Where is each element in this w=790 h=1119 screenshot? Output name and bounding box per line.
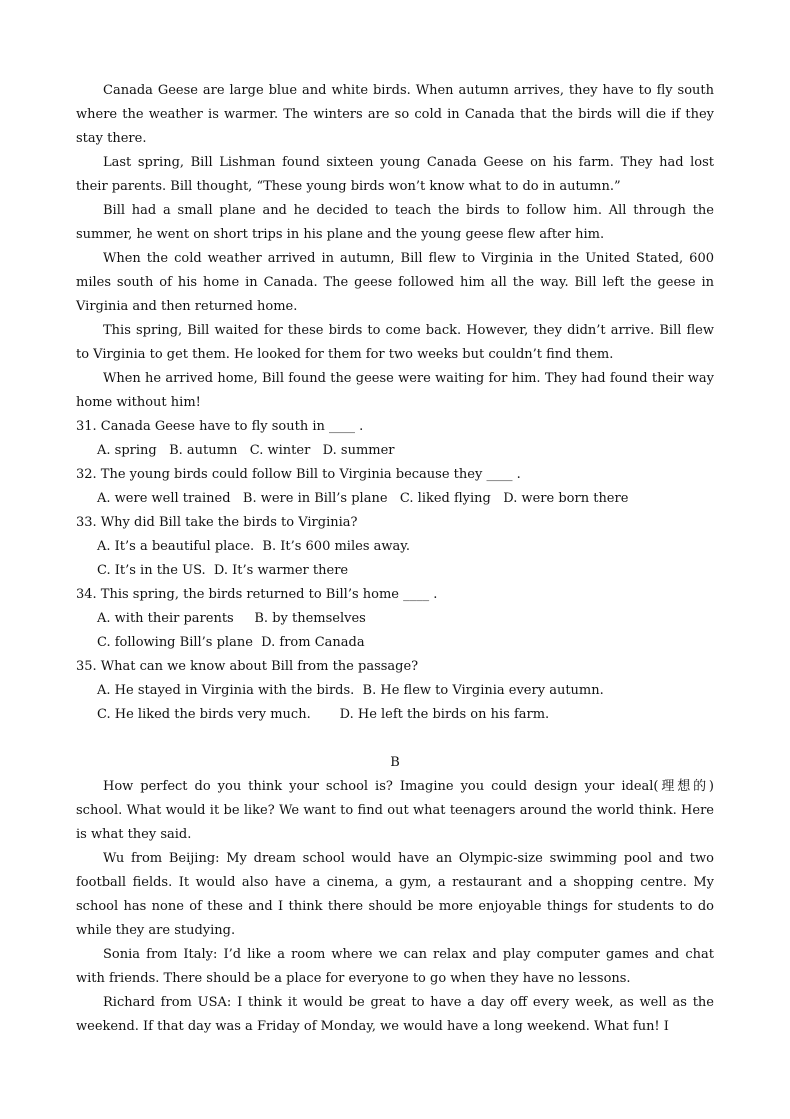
passage-a-paragraph: Canada Geese are large blue and white birds. When autumn arrives, they have to fly south where the weather is warmer. The winters are so cold in Canada that the birds will die if they stay there. <box>76 83 714 146</box>
question-34-options: C. following Bill’s plane D. from Canada <box>97 635 365 650</box>
passage-a-paragraph: When the cold weather arrived in autumn, Bill flew to Virginia in the United Stated, 600 miles south of his home in Canada. The geese followed him all the way. Bill left the geese in Virginia and then returned home. <box>76 251 714 314</box>
question-34-options: A. with their parents B. by themselves <box>97 611 366 626</box>
passage-a-paragraph: Last spring, Bill Lishman found sixteen young Canada Geese on his farm. They had lost their parents. Bill thought, “These young birds won’t know what to do in autumn.” <box>76 155 714 194</box>
question-33-options: A. It’s a beautiful place. B. It’s 600 miles away. <box>97 539 411 554</box>
passage-a-paragraph: This spring, Bill waited for these birds to come back. However, they didn’t arrive. Bill flew to Virginia to get them. He looked for them for two weeks but couldn’t find them. <box>76 323 714 362</box>
passage-b-paragraph: Wu from Beijing: My dream school would have an Olympic-size swimming pool and two football fields. It would also have a cinema, a gym, a restaurant and a shopping centre. My school has none of these and I think there should be more enjoyable things for students to do while they are studying. <box>76 851 714 938</box>
question-35-options: A. He stayed in Virginia with the birds. B. He flew to Virginia every autumn. <box>97 683 604 698</box>
question-34: 34. This spring, the birds returned to Bill’s home ____ . <box>76 587 438 602</box>
passage-b-paragraph: Sonia from Italy: I’d like a room where we can relax and play computer games and chat with friends. There should be a place for everyone to go when they have no lessons. <box>76 947 714 986</box>
passage-a-paragraph: Bill had a small plane and he decided to teach the birds to follow him. All through the summer, he went on short trips in his plane and the young geese flew after him. <box>76 203 714 242</box>
text-block <box>76 79 714 1039</box>
passage-b-paragraph: How perfect do you think your school is? Imagine you could design your ideal(理想的) school. What would it be like? We want to find out what teenagers around the world think. Here is what they said. <box>76 779 714 842</box>
passage-b-paragraph: Richard from USA: I think it would be great to have a day off every week, as well as the weekend. If that day was a Friday of Monday, we would have a long weekend. What fun! I <box>76 995 714 1034</box>
question-32-options: A. were well trained B. were in Bill’s plane C. liked flying D. were born there <box>97 491 629 506</box>
question-31: 31. Canada Geese have to fly south in ____ . <box>76 419 364 434</box>
question-31-options: A. spring B. autumn C. winter D. summer <box>97 443 395 458</box>
question-32: 32. The young birds could follow Bill to Virginia because they ____ . <box>76 467 521 482</box>
passage-a-paragraph: When he arrived home, Bill found the geese were waiting for him. They had found their way home without him! <box>76 371 714 410</box>
section-label-b: B <box>390 755 400 770</box>
question-35-options: C. He liked the birds very much. D. He left the birds on his farm. <box>97 707 550 722</box>
question-33-options: C. It’s in the US. D. It’s warmer there <box>97 563 349 578</box>
question-35: 35. What can we know about Bill from the passage? <box>76 659 419 674</box>
question-33: 33. Why did Bill take the birds to Virginia? <box>76 515 358 530</box>
